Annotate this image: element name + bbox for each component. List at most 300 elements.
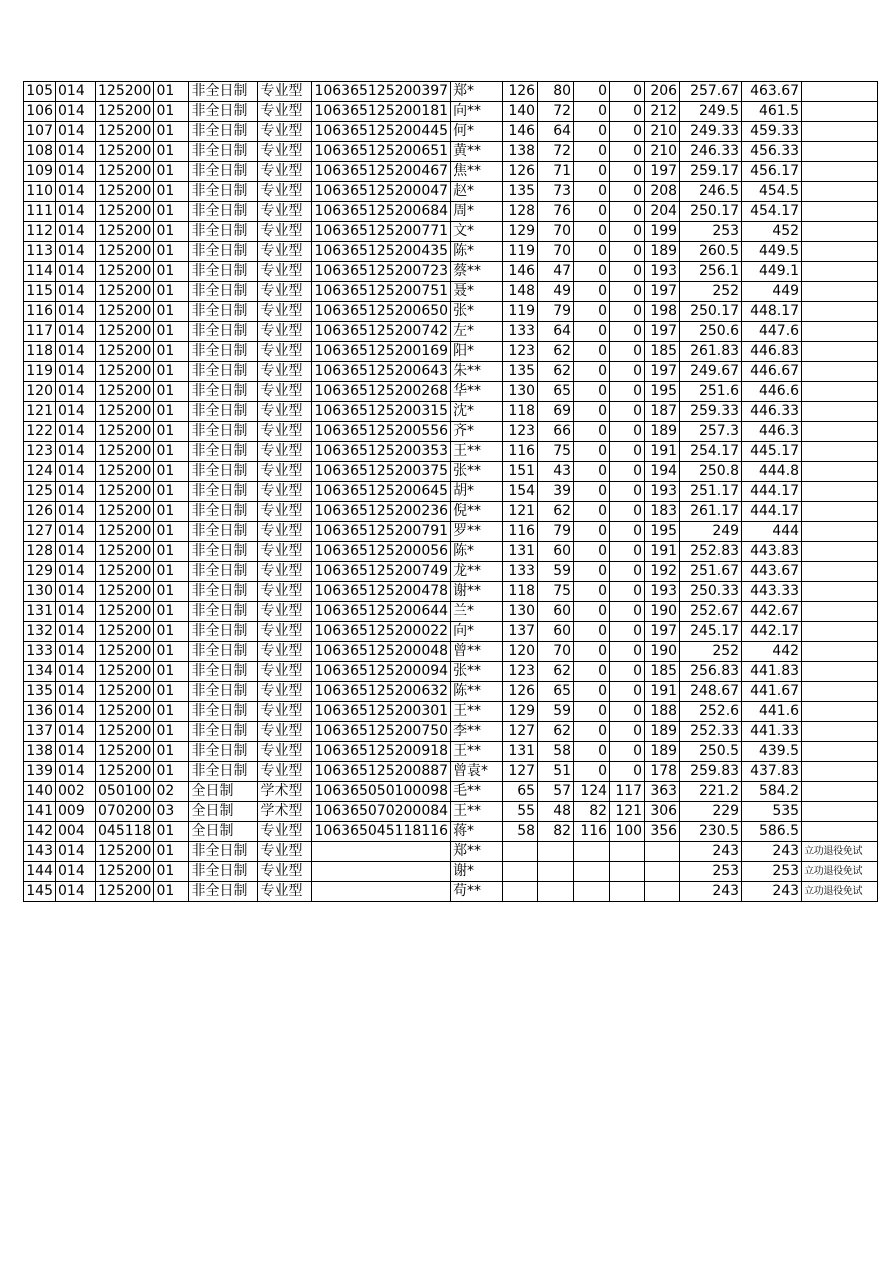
score-retest-cell: 251.67 bbox=[680, 562, 742, 582]
total-initial-cell: 197 bbox=[645, 622, 680, 642]
major-code-cell: 125200 bbox=[96, 862, 154, 882]
score-retest-cell: 259.83 bbox=[680, 762, 742, 782]
row-number-cell: 106 bbox=[24, 102, 56, 122]
candidate-id-cell: 106365125200742 bbox=[312, 322, 451, 342]
remark-cell bbox=[802, 422, 878, 442]
study-mode-cell: 非全日制 bbox=[189, 242, 258, 262]
study-mode-cell: 非全日制 bbox=[189, 262, 258, 282]
name-cell: 齐* bbox=[451, 422, 503, 442]
name-cell: 周* bbox=[451, 202, 503, 222]
direction-code-cell: 01 bbox=[154, 202, 189, 222]
score-politics-cell: 126 bbox=[503, 82, 538, 102]
score-final-cell: 446.67 bbox=[742, 362, 802, 382]
name-cell: 毛** bbox=[451, 782, 503, 802]
score-retest-cell: 250.17 bbox=[680, 202, 742, 222]
total-initial-cell: 189 bbox=[645, 422, 680, 442]
score-english-cell: 75 bbox=[538, 442, 574, 462]
candidate-id-cell: 106365125200375 bbox=[312, 462, 451, 482]
degree-type-cell: 专业型 bbox=[258, 282, 312, 302]
candidate-id-cell: 106365125200353 bbox=[312, 442, 451, 462]
score-retest-cell: 250.8 bbox=[680, 462, 742, 482]
total-initial-cell: 195 bbox=[645, 522, 680, 542]
table-row bbox=[24, 82, 878, 102]
score-retest-cell: 253 bbox=[680, 222, 742, 242]
study-mode-cell: 非全日制 bbox=[189, 762, 258, 782]
row-number-cell: 139 bbox=[24, 762, 56, 782]
candidate-id-cell: 106365125200791 bbox=[312, 522, 451, 542]
score-subject4-cell: 0 bbox=[610, 562, 645, 582]
total-initial-cell: 212 bbox=[645, 102, 680, 122]
name-cell: 曾** bbox=[451, 642, 503, 662]
table-row bbox=[24, 122, 878, 142]
row-number-cell: 125 bbox=[24, 482, 56, 502]
major-code-cell: 125200 bbox=[96, 182, 154, 202]
name-cell: 蔡** bbox=[451, 262, 503, 282]
total-initial-cell: 190 bbox=[645, 642, 680, 662]
college-code-cell: 014 bbox=[56, 302, 96, 322]
score-politics-cell: 55 bbox=[503, 802, 538, 822]
score-english-cell: 75 bbox=[538, 582, 574, 602]
score-english-cell: 70 bbox=[538, 242, 574, 262]
score-politics-cell: 58 bbox=[503, 822, 538, 842]
remark-cell bbox=[802, 562, 878, 582]
candidate-id-cell: 106365125200918 bbox=[312, 742, 451, 762]
table-row bbox=[24, 762, 878, 782]
college-code-cell: 014 bbox=[56, 102, 96, 122]
total-initial-cell: 185 bbox=[645, 342, 680, 362]
score-subject3-cell: 0 bbox=[574, 482, 610, 502]
major-code-cell: 125200 bbox=[96, 762, 154, 782]
direction-code-cell: 01 bbox=[154, 302, 189, 322]
score-subject4-cell: 0 bbox=[610, 422, 645, 442]
remark-cell bbox=[802, 762, 878, 782]
score-politics-cell: 127 bbox=[503, 762, 538, 782]
total-initial-cell: 197 bbox=[645, 282, 680, 302]
score-subject3-cell: 0 bbox=[574, 722, 610, 742]
score-subject4-cell: 0 bbox=[610, 302, 645, 322]
name-cell: 谢** bbox=[451, 582, 503, 602]
score-retest-cell: 252.33 bbox=[680, 722, 742, 742]
degree-type-cell: 专业型 bbox=[258, 122, 312, 142]
study-mode-cell: 非全日制 bbox=[189, 702, 258, 722]
direction-code-cell: 01 bbox=[154, 322, 189, 342]
score-final-cell: 443.33 bbox=[742, 582, 802, 602]
table-row bbox=[24, 642, 878, 662]
table-row bbox=[24, 682, 878, 702]
score-subject3-cell: 0 bbox=[574, 522, 610, 542]
score-subject3-cell: 0 bbox=[574, 682, 610, 702]
score-subject4-cell: 0 bbox=[610, 82, 645, 102]
degree-type-cell: 专业型 bbox=[258, 442, 312, 462]
remark-cell bbox=[802, 722, 878, 742]
degree-type-cell: 专业型 bbox=[258, 202, 312, 222]
score-retest-cell: 252 bbox=[680, 282, 742, 302]
total-initial-cell: 190 bbox=[645, 602, 680, 622]
table-body bbox=[24, 82, 878, 902]
table-row bbox=[24, 202, 878, 222]
score-english-cell: 64 bbox=[538, 322, 574, 342]
name-cell: 王** bbox=[451, 742, 503, 762]
name-cell: 聂* bbox=[451, 282, 503, 302]
direction-code-cell: 01 bbox=[154, 362, 189, 382]
college-code-cell: 014 bbox=[56, 582, 96, 602]
remark-cell bbox=[802, 482, 878, 502]
score-subject3-cell: 0 bbox=[574, 702, 610, 722]
score-retest-cell: 250.6 bbox=[680, 322, 742, 342]
score-retest-cell: 261.83 bbox=[680, 342, 742, 362]
score-retest-cell: 250.33 bbox=[680, 582, 742, 602]
study-mode-cell: 非全日制 bbox=[189, 322, 258, 342]
total-initial-cell: 191 bbox=[645, 442, 680, 462]
college-code-cell: 014 bbox=[56, 542, 96, 562]
score-english-cell: 60 bbox=[538, 602, 574, 622]
score-english-cell: 47 bbox=[538, 262, 574, 282]
row-number-cell: 132 bbox=[24, 622, 56, 642]
score-english-cell: 65 bbox=[538, 682, 574, 702]
total-initial-cell: 210 bbox=[645, 122, 680, 142]
degree-type-cell: 专业型 bbox=[258, 682, 312, 702]
college-code-cell: 014 bbox=[56, 162, 96, 182]
candidate-id-cell: 106365125200771 bbox=[312, 222, 451, 242]
college-code-cell: 014 bbox=[56, 702, 96, 722]
score-retest-cell: 256.1 bbox=[680, 262, 742, 282]
score-politics-cell: 121 bbox=[503, 502, 538, 522]
direction-code-cell: 01 bbox=[154, 822, 189, 842]
major-code-cell: 125200 bbox=[96, 562, 154, 582]
name-cell: 左* bbox=[451, 322, 503, 342]
degree-type-cell: 专业型 bbox=[258, 462, 312, 482]
study-mode-cell: 非全日制 bbox=[189, 342, 258, 362]
score-subject4-cell: 0 bbox=[610, 682, 645, 702]
row-number-cell: 116 bbox=[24, 302, 56, 322]
major-code-cell: 125200 bbox=[96, 142, 154, 162]
college-code-cell: 014 bbox=[56, 142, 96, 162]
name-cell: 黄** bbox=[451, 142, 503, 162]
score-subject4-cell: 0 bbox=[610, 442, 645, 462]
name-cell: 龙** bbox=[451, 562, 503, 582]
table-row bbox=[24, 302, 878, 322]
table-row bbox=[24, 482, 878, 502]
remark-cell bbox=[802, 382, 878, 402]
score-english-cell: 59 bbox=[538, 702, 574, 722]
row-number-cell: 112 bbox=[24, 222, 56, 242]
direction-code-cell: 01 bbox=[154, 582, 189, 602]
degree-type-cell: 专业型 bbox=[258, 322, 312, 342]
row-number-cell: 138 bbox=[24, 742, 56, 762]
row-number-cell: 105 bbox=[24, 82, 56, 102]
row-number-cell: 126 bbox=[24, 502, 56, 522]
table-row bbox=[24, 322, 878, 342]
direction-code-cell: 03 bbox=[154, 802, 189, 822]
major-code-cell: 125200 bbox=[96, 842, 154, 862]
remark-cell bbox=[802, 122, 878, 142]
study-mode-cell: 非全日制 bbox=[189, 122, 258, 142]
remark-cell bbox=[802, 222, 878, 242]
degree-type-cell: 专业型 bbox=[258, 542, 312, 562]
table-row bbox=[24, 862, 878, 882]
college-code-cell: 014 bbox=[56, 422, 96, 442]
degree-type-cell: 专业型 bbox=[258, 302, 312, 322]
score-subject4-cell: 0 bbox=[610, 182, 645, 202]
college-code-cell: 014 bbox=[56, 742, 96, 762]
remark-cell bbox=[802, 662, 878, 682]
score-english-cell: 70 bbox=[538, 222, 574, 242]
row-number-cell: 120 bbox=[24, 382, 56, 402]
remark-cell bbox=[802, 702, 878, 722]
score-subject3-cell: 0 bbox=[574, 582, 610, 602]
score-subject3-cell: 0 bbox=[574, 302, 610, 322]
name-cell: 陈* bbox=[451, 242, 503, 262]
table-row bbox=[24, 242, 878, 262]
college-code-cell: 014 bbox=[56, 402, 96, 422]
remark-cell bbox=[802, 822, 878, 842]
score-subject3-cell: 82 bbox=[574, 802, 610, 822]
major-code-cell: 125200 bbox=[96, 662, 154, 682]
table-row bbox=[24, 382, 878, 402]
remark-cell bbox=[802, 402, 878, 422]
candidate-id-cell: 106365125200181 bbox=[312, 102, 451, 122]
college-code-cell: 014 bbox=[56, 842, 96, 862]
score-retest-cell: 221.2 bbox=[680, 782, 742, 802]
total-initial-cell: 210 bbox=[645, 142, 680, 162]
candidate-id-cell: 106365125200643 bbox=[312, 362, 451, 382]
score-english-cell: 62 bbox=[538, 662, 574, 682]
college-code-cell: 014 bbox=[56, 442, 96, 462]
score-final-cell: 243 bbox=[742, 842, 802, 862]
degree-type-cell: 专业型 bbox=[258, 262, 312, 282]
score-retest-cell: 257.67 bbox=[680, 82, 742, 102]
total-initial-cell: 193 bbox=[645, 482, 680, 502]
remark-cell bbox=[802, 542, 878, 562]
remark-cell bbox=[802, 362, 878, 382]
score-final-cell: 444.17 bbox=[742, 482, 802, 502]
total-initial-cell: 189 bbox=[645, 722, 680, 742]
college-code-cell: 014 bbox=[56, 362, 96, 382]
score-english-cell bbox=[538, 882, 574, 902]
score-subject4-cell: 0 bbox=[610, 462, 645, 482]
degree-type-cell: 学术型 bbox=[258, 802, 312, 822]
score-retest-cell: 252 bbox=[680, 642, 742, 662]
study-mode-cell: 全日制 bbox=[189, 782, 258, 802]
score-politics-cell: 128 bbox=[503, 202, 538, 222]
score-final-cell: 437.83 bbox=[742, 762, 802, 782]
candidate-id-cell: 106365125200684 bbox=[312, 202, 451, 222]
study-mode-cell: 非全日制 bbox=[189, 882, 258, 902]
name-cell: 陈* bbox=[451, 542, 503, 562]
name-cell: 郑** bbox=[451, 842, 503, 862]
direction-code-cell: 01 bbox=[154, 102, 189, 122]
name-cell: 张** bbox=[451, 662, 503, 682]
score-retest-cell: 249 bbox=[680, 522, 742, 542]
college-code-cell: 014 bbox=[56, 862, 96, 882]
direction-code-cell: 01 bbox=[154, 462, 189, 482]
college-code-cell: 014 bbox=[56, 82, 96, 102]
table-row bbox=[24, 542, 878, 562]
score-english-cell: 70 bbox=[538, 642, 574, 662]
major-code-cell: 125200 bbox=[96, 442, 154, 462]
direction-code-cell: 01 bbox=[154, 182, 189, 202]
major-code-cell: 045118 bbox=[96, 822, 154, 842]
score-subject4-cell bbox=[610, 842, 645, 862]
score-politics-cell: 65 bbox=[503, 782, 538, 802]
row-number-cell: 121 bbox=[24, 402, 56, 422]
score-politics-cell: 140 bbox=[503, 102, 538, 122]
score-table bbox=[23, 81, 878, 902]
score-retest-cell: 245.17 bbox=[680, 622, 742, 642]
row-number-cell: 140 bbox=[24, 782, 56, 802]
remark-cell: 立功退役免试 bbox=[802, 842, 878, 862]
major-code-cell: 125200 bbox=[96, 302, 154, 322]
degree-type-cell: 专业型 bbox=[258, 162, 312, 182]
score-final-cell: 441.67 bbox=[742, 682, 802, 702]
score-subject3-cell: 124 bbox=[574, 782, 610, 802]
table-row bbox=[24, 282, 878, 302]
major-code-cell: 125200 bbox=[96, 382, 154, 402]
direction-code-cell: 01 bbox=[154, 382, 189, 402]
total-initial-cell: 185 bbox=[645, 662, 680, 682]
name-cell: 王** bbox=[451, 802, 503, 822]
direction-code-cell: 01 bbox=[154, 262, 189, 282]
score-politics-cell: 129 bbox=[503, 222, 538, 242]
candidate-id-cell: 106365125200651 bbox=[312, 142, 451, 162]
score-final-cell: 449.5 bbox=[742, 242, 802, 262]
study-mode-cell: 非全日制 bbox=[189, 142, 258, 162]
remark-cell bbox=[802, 182, 878, 202]
major-code-cell: 125200 bbox=[96, 362, 154, 382]
candidate-id-cell bbox=[312, 862, 451, 882]
degree-type-cell: 专业型 bbox=[258, 582, 312, 602]
name-cell: 陈** bbox=[451, 682, 503, 702]
study-mode-cell: 非全日制 bbox=[189, 82, 258, 102]
candidate-id-cell: 106365125200556 bbox=[312, 422, 451, 442]
name-cell: 李** bbox=[451, 722, 503, 742]
remark-cell bbox=[802, 202, 878, 222]
score-final-cell: 454.5 bbox=[742, 182, 802, 202]
candidate-id-cell: 106365125200048 bbox=[312, 642, 451, 662]
score-retest-cell: 256.83 bbox=[680, 662, 742, 682]
score-subject4-cell: 0 bbox=[610, 162, 645, 182]
remark-cell bbox=[802, 802, 878, 822]
total-initial-cell bbox=[645, 842, 680, 862]
score-final-cell: 441.6 bbox=[742, 702, 802, 722]
score-politics-cell: 123 bbox=[503, 422, 538, 442]
score-subject3-cell: 0 bbox=[574, 162, 610, 182]
score-retest-cell: 250.5 bbox=[680, 742, 742, 762]
table-row bbox=[24, 702, 878, 722]
total-initial-cell: 194 bbox=[645, 462, 680, 482]
major-code-cell: 125200 bbox=[96, 682, 154, 702]
score-final-cell: 449.1 bbox=[742, 262, 802, 282]
major-code-cell: 125200 bbox=[96, 282, 154, 302]
score-final-cell: 439.5 bbox=[742, 742, 802, 762]
name-cell: 阳* bbox=[451, 342, 503, 362]
college-code-cell: 014 bbox=[56, 182, 96, 202]
study-mode-cell: 非全日制 bbox=[189, 482, 258, 502]
remark-cell bbox=[802, 782, 878, 802]
score-english-cell: 71 bbox=[538, 162, 574, 182]
remark-cell bbox=[802, 602, 878, 622]
study-mode-cell: 非全日制 bbox=[189, 742, 258, 762]
row-number-cell: 109 bbox=[24, 162, 56, 182]
candidate-id-cell: 106365125200315 bbox=[312, 402, 451, 422]
total-initial-cell: 195 bbox=[645, 382, 680, 402]
name-cell: 蒋* bbox=[451, 822, 503, 842]
college-code-cell: 014 bbox=[56, 242, 96, 262]
remark-cell bbox=[802, 242, 878, 262]
degree-type-cell: 专业型 bbox=[258, 502, 312, 522]
table-row bbox=[24, 582, 878, 602]
remark-cell bbox=[802, 682, 878, 702]
score-english-cell: 62 bbox=[538, 342, 574, 362]
score-english-cell: 60 bbox=[538, 622, 574, 642]
candidate-id-cell: 106365125200644 bbox=[312, 602, 451, 622]
direction-code-cell: 01 bbox=[154, 762, 189, 782]
score-politics-cell: 146 bbox=[503, 122, 538, 142]
degree-type-cell: 专业型 bbox=[258, 642, 312, 662]
score-subject3-cell bbox=[574, 862, 610, 882]
score-final-cell: 535 bbox=[742, 802, 802, 822]
score-subject3-cell: 0 bbox=[574, 342, 610, 362]
remark-cell bbox=[802, 102, 878, 122]
score-subject4-cell: 121 bbox=[610, 802, 645, 822]
direction-code-cell: 01 bbox=[154, 742, 189, 762]
remark-cell bbox=[802, 262, 878, 282]
study-mode-cell: 非全日制 bbox=[189, 622, 258, 642]
major-code-cell: 125200 bbox=[96, 162, 154, 182]
degree-type-cell: 专业型 bbox=[258, 342, 312, 362]
candidate-id-cell: 106365070200084 bbox=[312, 802, 451, 822]
total-initial-cell: 189 bbox=[645, 242, 680, 262]
study-mode-cell: 非全日制 bbox=[189, 222, 258, 242]
score-final-cell: 441.83 bbox=[742, 662, 802, 682]
score-subject3-cell: 0 bbox=[574, 442, 610, 462]
candidate-id-cell: 106365125200301 bbox=[312, 702, 451, 722]
candidate-id-cell: 106365125200645 bbox=[312, 482, 451, 502]
degree-type-cell: 专业型 bbox=[258, 242, 312, 262]
major-code-cell: 070200 bbox=[96, 802, 154, 822]
direction-code-cell: 01 bbox=[154, 402, 189, 422]
score-subject3-cell bbox=[574, 882, 610, 902]
direction-code-cell: 01 bbox=[154, 82, 189, 102]
degree-type-cell: 专业型 bbox=[258, 842, 312, 862]
score-final-cell: 446.83 bbox=[742, 342, 802, 362]
score-subject4-cell: 0 bbox=[610, 102, 645, 122]
total-initial-cell: 198 bbox=[645, 302, 680, 322]
study-mode-cell: 非全日制 bbox=[189, 722, 258, 742]
score-english-cell: 65 bbox=[538, 382, 574, 402]
score-politics-cell: 130 bbox=[503, 602, 538, 622]
score-english-cell: 59 bbox=[538, 562, 574, 582]
score-subject4-cell: 100 bbox=[610, 822, 645, 842]
total-initial-cell: 363 bbox=[645, 782, 680, 802]
degree-type-cell: 专业型 bbox=[258, 182, 312, 202]
candidate-id-cell: 106365125200650 bbox=[312, 302, 451, 322]
score-politics-cell: 130 bbox=[503, 382, 538, 402]
total-initial-cell: 191 bbox=[645, 542, 680, 562]
score-english-cell: 66 bbox=[538, 422, 574, 442]
score-retest-cell: 254.17 bbox=[680, 442, 742, 462]
degree-type-cell: 专业型 bbox=[258, 702, 312, 722]
score-english-cell: 80 bbox=[538, 82, 574, 102]
table-row bbox=[24, 342, 878, 362]
row-number-cell: 113 bbox=[24, 242, 56, 262]
score-subject3-cell bbox=[574, 842, 610, 862]
score-subject3-cell: 0 bbox=[574, 602, 610, 622]
score-subject3-cell: 0 bbox=[574, 422, 610, 442]
remark-cell bbox=[802, 642, 878, 662]
score-politics-cell: 133 bbox=[503, 322, 538, 342]
row-number-cell: 137 bbox=[24, 722, 56, 742]
